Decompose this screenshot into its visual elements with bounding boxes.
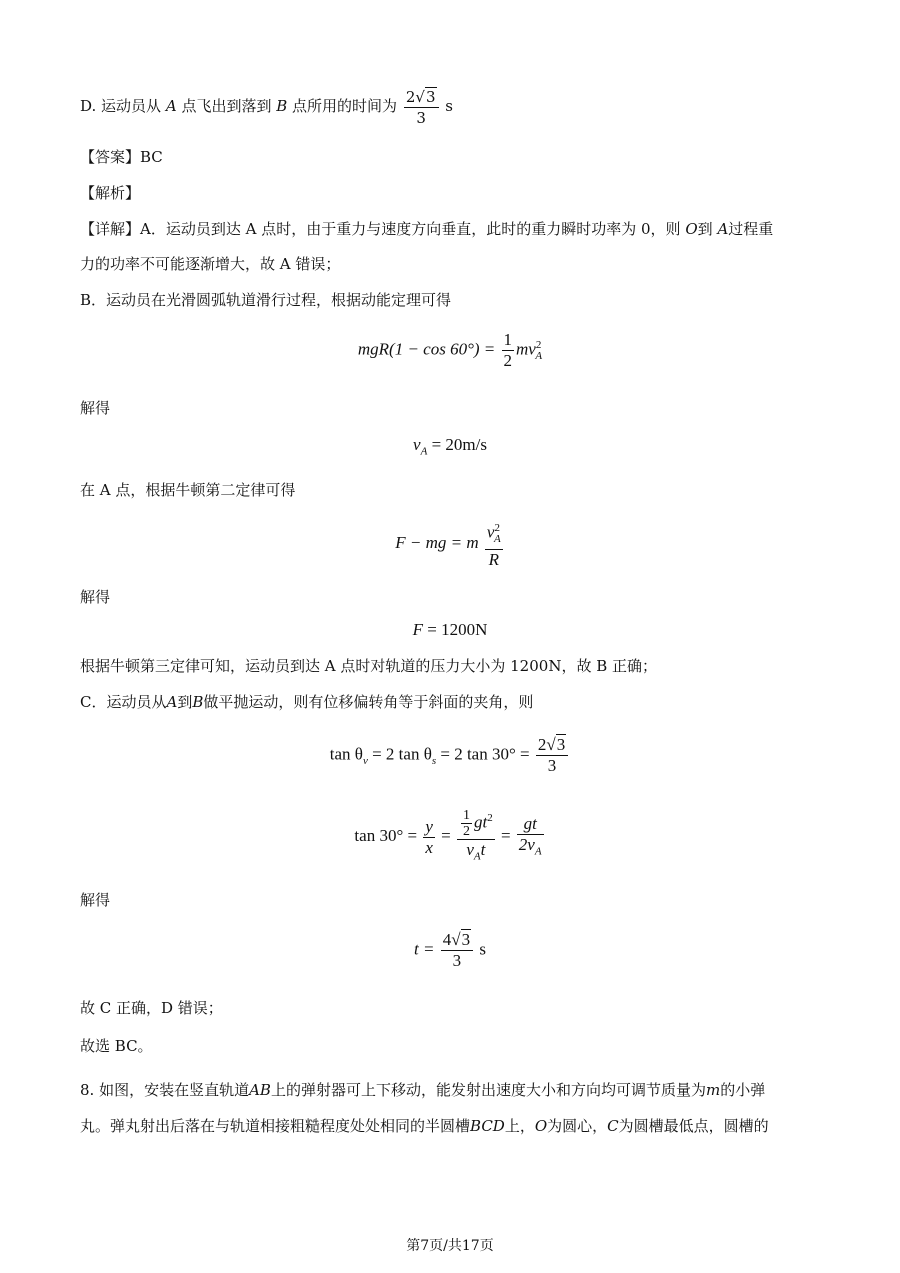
equation-va: $v_A = 20m/s$ — [413, 435, 487, 458]
answer-line: 【答案】BC — [80, 148, 163, 166]
option-d-text: D. 运动员从 — [80, 97, 162, 115]
solve-label-3: 解得 — [80, 891, 111, 909]
solve-label-2: 解得 — [80, 588, 111, 606]
newton-third-conclusion: 根据牛顿第三定律可知，运动员到达 A 点时对轨道的压力大小为 1200N，故 B 正确； — [80, 657, 657, 675]
equation-energy: mgR(1 − cos 60°) = $\frac{1}{2}$ $mv^2_A$ — [357, 330, 543, 370]
page-footer: 第7页/共17页 — [406, 1238, 494, 1254]
part-b-intro: B．运动员在光滑圆弧轨道滑行过程，根据动能定理可得 — [80, 291, 452, 309]
equation-force: F = 1200N — [412, 620, 488, 639]
equation-tan-theta: $\tan \theta_v = 2$ $\tan \theta_s = 2$ tan 30° = $\frac{2√3}{3}$ — [0, 735, 900, 776]
newton-second-intro: 在 A 点，根据牛顿第二定律可得 — [80, 481, 296, 499]
option-d-text: 点所用的时间为 — [292, 97, 398, 115]
option-d — [80, 86, 453, 128]
final-choice: 故选 BC。 — [80, 1037, 153, 1055]
question-8-line-2: 丸。弹丸射出后落在与轨道相接粗糙程度处处相同的半圆槽BCD上，O为圆心，C为圆槽最低点，圆槽的 — [80, 1117, 769, 1135]
point-b: B — [276, 97, 288, 115]
fraction-2-sqrt3-over-3: $\frac{2√3}{3}$ — [404, 87, 439, 128]
option-d-text: 点飞出到落到 — [181, 97, 272, 115]
detail-line-2: 力的功率不可能逐渐增大，故 A 错误； — [80, 255, 341, 273]
equation-tan30: tan 30° = $\frac{y}{x}$ = $\frac{1}{2}$ $gt^2$ $v_At$ = $\frac{gt}{2v_A}$ — [354, 808, 542, 863]
part-c-intro: C．运动员从A到B做平抛运动，则有位移偏转角等于斜面的夹角，则 — [80, 693, 534, 711]
question-8-line-1: 8. 如图，安装在竖直轨道AB上的弹射器可上下移动，能发射出速度大小和方向均可调节质量为m的小弹 — [80, 1081, 766, 1099]
equation-newton: F − mg = m $\frac{v^2_A}{R}$ — [0, 518, 900, 570]
part-c-conclusion: 故 C 正确，D 错误； — [80, 999, 223, 1017]
unit-seconds: s — [445, 97, 453, 115]
analysis-heading: 【解析】 — [80, 184, 141, 202]
detail-line-1: 【详解】A．运动员到达 A 点时，由于重力与速度方向垂直，此时的重力瞬时功率为 0，则 O到 A过程重 — [80, 220, 774, 238]
point-a: A — [165, 97, 177, 115]
equation-time: t = $\frac{4√3}{3}$ s — [414, 930, 486, 970]
solve-label-1: 解得 — [80, 399, 111, 417]
